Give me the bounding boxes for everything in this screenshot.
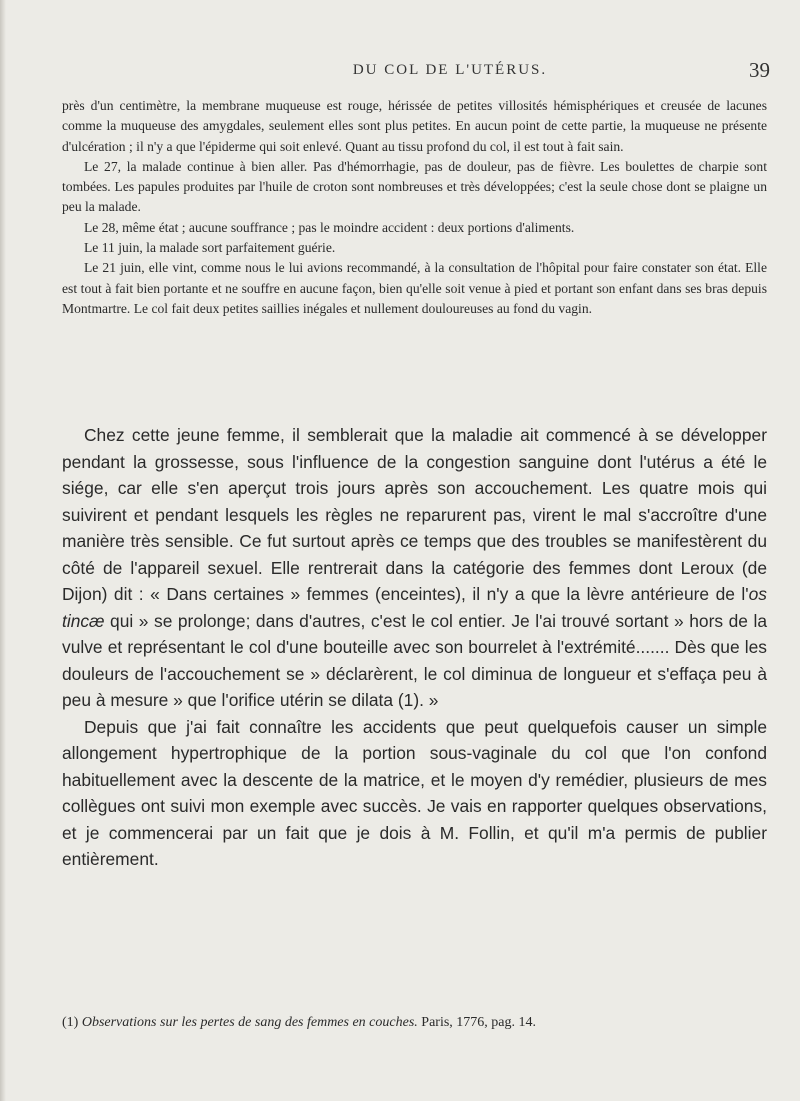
footnote [62,1013,767,1033]
latin-term: os tincæ [62,584,767,631]
footnote-citation: Paris, 1776, pag. 14. [417,1015,536,1030]
commentary-text-part: Chez cette jeune femme, il semblerait que la maladie ait commencé à se développer pendant la grossesse, sous l'influence de la congestion sanguine dont l'utérus a été le siége, car elle s'en aperçut trois jours après son accouchement. Les quatre mois qui suivirent et pendant lesquels les règles ne reparurent pas, virent le mal s'accroître d'une manière très sensible. Ce fut surtout après ce temps que des troubles se manifestèrent du côté de l'appareil sexuel. Elle rentrerait dans la catégorie des femmes dont Leroux (de Dijon) dit : « Dans certaines » femmes (enceintes), il n'y a que la lèvre antérieure de l' [62,425,767,604]
commentary-text-part: qui » se prolonge; dans d'autres, c'est le col entier. Je l'ai trouvé sortant » hors de la vulve et représentant le col d'une bouteille avec son bourrelet à l'extrémité....... Dès que les douleurs de l'accouchement se » déclarèrent, le col diminua de longueur et s'effaça peu à peu à mesure » que l'orifice utérin se dilata (1). » [62,610,767,710]
small-paragraph: près d'un centimètre, la membrane muqueuse est rouge, hérissée de petites villosités hémisphériques et creusée de lacunes comme la muqueuse des amygdales, seulement elles sont plus petites. En aucun point de cette partie, la muqueuse ne présente d'ulcération ; il n'y a que l'épiderme qui soit enlevé. Quant au tissu profond du col, il est tout à fait sain. [62,98,767,154]
running-title: DU COL DE L'UTÉRUS. [352,62,548,78]
main-commentary-text [62,422,767,873]
small-paragraph: Le 28, même état ; aucune souffrance ; pas le moindre accident : deux portions d'aliments. [84,219,575,235]
footnote-marker: (1) [62,1015,79,1030]
commentary-paragraph [62,422,767,714]
footnote-title: Observations sur les pertes de sang des femmes en couches. [81,1015,418,1030]
commentary-paragraph: Depuis que j'ai fait connaître les accidents que peut quelquefois causer un simple allongement hypertrophique de la portion sous-vaginale du col que l'on confond habituellement avec la descente de la matrice, et le moyen d'y remédier, plusieurs de mes collègues ont suivi mon exemple avec succès. Je vais en rapporter quelques observations, et je commencerai par un fait que je dois à M. Follin, et qu'il m'a permis de publier entièrement. [62,716,767,869]
page-header [240,58,770,92]
page-number: 39 [749,58,770,82]
small-paragraph: Le 27, la malade continue à bien aller. Pas d'hémorrhagie, pas de douleur, pas de fièvre. Les boulettes de charpie sont tombées. Les papules produites par l'huile de croton sont nombreuses et très développées; c'est la seule chose dont se plaigne un peu la malade. [62,158,767,215]
page-edge-shadow [0,0,6,1101]
case-observation-text [62,96,767,319]
small-paragraph: Le 11 juin, la malade sort parfaitement guérie. [84,240,336,256]
small-paragraph: Le 21 juin, elle vint, comme nous le lui avions recommandé, à la consultation de l'hôpital pour faire constater son état. Elle est tout à fait bien portante et ne souffre en aucune façon, bien qu'elle soit venue à pied et portant son enfant dans ses bras depuis Montmartre. Le col fait deux petites saillies inégales et nullement douloureuses au fond du vagin. [62,260,767,316]
